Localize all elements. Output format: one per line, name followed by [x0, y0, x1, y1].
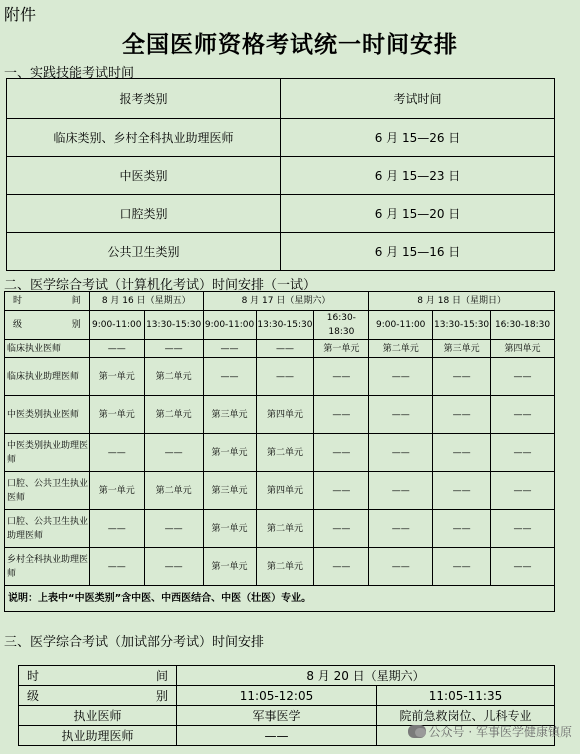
- unit-cell: ——: [144, 510, 203, 548]
- slot-header: 9:00-11:00: [203, 311, 256, 340]
- table-row: [5, 396, 555, 434]
- table-row: [7, 157, 555, 195]
- slot-header: 9:00-11:00: [369, 311, 433, 340]
- date-cell: 6 月 15—16 日: [281, 233, 555, 271]
- table-header-row: [7, 79, 555, 119]
- unit-cell: ——: [433, 548, 491, 586]
- unit-cell: ——: [314, 472, 369, 510]
- section3-heading: 三、医学综合考试（加试部分考试）时间安排: [4, 635, 265, 650]
- unit-cell: ——: [491, 472, 555, 510]
- slot-header: 9:00-11:00: [89, 311, 144, 340]
- category-cell: 执业医师: [19, 706, 177, 726]
- unit-cell: 第三单元: [433, 340, 491, 358]
- unit-cell: ——: [433, 358, 491, 396]
- date-cell: 6 月 15—26 日: [281, 119, 555, 157]
- unit-cell: 第二单元: [369, 340, 433, 358]
- slot-header: 16:30-18:30: [314, 311, 369, 340]
- corner-header-time: 时 间: [5, 292, 90, 311]
- unit-cell: ——: [314, 358, 369, 396]
- unit-cell: 第二单元: [144, 396, 203, 434]
- unit-cell: ——: [433, 434, 491, 472]
- exam-cell: 院前急救岗位、儿科专业: [377, 706, 555, 726]
- unit-cell: ——: [256, 358, 314, 396]
- corner-header-level: 级 别: [5, 311, 90, 340]
- unit-cell: 第二单元: [144, 358, 203, 396]
- unit-cell: 第二单元: [144, 472, 203, 510]
- unit-cell: ——: [491, 510, 555, 548]
- unit-cell: ——: [314, 434, 369, 472]
- unit-cell: ——: [433, 510, 491, 548]
- computer-exam-table: [4, 291, 555, 612]
- category-cell: 口腔、公共卫生执业助理医师: [5, 510, 90, 548]
- category-cell: 乡村全科执业助理医师: [5, 548, 90, 586]
- slot-header-row: [5, 311, 555, 340]
- unit-cell: ——: [89, 340, 144, 358]
- unit-cell: 第三单元: [203, 472, 256, 510]
- table-note: 说明：上表中“中医类别”含中医、中西医结合、中医（壮医）专业。: [5, 586, 555, 612]
- unit-cell: ——: [203, 358, 256, 396]
- unit-cell: 第四单元: [256, 396, 314, 434]
- corner-header-time: 时 间: [19, 666, 177, 686]
- note-row: [5, 586, 555, 612]
- unit-cell: ——: [369, 358, 433, 396]
- unit-cell: ——: [433, 472, 491, 510]
- day-header: 8 月 17 日（星期六）: [203, 292, 369, 311]
- unit-cell: 第一单元: [203, 434, 256, 472]
- day-header: 8 月 18 日（星期日）: [369, 292, 555, 311]
- wechat-icon: [408, 725, 426, 738]
- unit-cell: 第一单元: [203, 510, 256, 548]
- day-header-row: [19, 666, 555, 686]
- unit-cell: 第二单元: [256, 434, 314, 472]
- unit-cell: ——: [144, 548, 203, 586]
- page-title: 全国医师资格考试统一时间安排: [122, 31, 458, 58]
- table-row: [5, 548, 555, 586]
- category-cell: 中医类别: [7, 157, 281, 195]
- date-cell: 6 月 15—20 日: [281, 195, 555, 233]
- slot-header: 11:05-11:35: [377, 686, 555, 706]
- unit-cell: ——: [256, 340, 314, 358]
- category-cell: 中医类别执业医师: [5, 396, 90, 434]
- table-row: [5, 434, 555, 472]
- unit-cell: 第四单元: [491, 340, 555, 358]
- unit-cell: ——: [314, 548, 369, 586]
- day-header: 8 月 20 日（星期六）: [177, 666, 555, 686]
- unit-cell: ——: [491, 358, 555, 396]
- skills-exam-table: [6, 78, 555, 271]
- category-cell: 公共卫生类别: [7, 233, 281, 271]
- category-cell: 临床类别、乡村全科执业助理医师: [7, 119, 281, 157]
- unit-cell: 第三单元: [203, 396, 256, 434]
- category-cell: 口腔类别: [7, 195, 281, 233]
- unit-cell: ——: [369, 548, 433, 586]
- unit-cell: ——: [89, 510, 144, 548]
- table-row: [5, 340, 555, 358]
- column-header: 报考类别: [7, 79, 281, 119]
- unit-cell: 第一单元: [314, 340, 369, 358]
- section2-heading: 二、医学综合考试（计算机化考试）时间安排（一试）: [4, 278, 317, 293]
- unit-cell: ——: [433, 396, 491, 434]
- table-row: [5, 472, 555, 510]
- column-header: 考试时间: [281, 79, 555, 119]
- exam-cell: 军事医学: [177, 706, 377, 726]
- category-cell: 执业助理医师: [19, 726, 177, 746]
- unit-cell: ——: [491, 396, 555, 434]
- unit-cell: ——: [491, 434, 555, 472]
- unit-cell: ——: [314, 510, 369, 548]
- category-cell: 中医类别执业助理医师: [5, 434, 90, 472]
- table-row: [7, 195, 555, 233]
- day-header: 8 月 16 日（星期五）: [89, 292, 203, 311]
- unit-cell: ——: [144, 340, 203, 358]
- date-cell: 6 月 15—23 日: [281, 157, 555, 195]
- unit-cell: 第一单元: [89, 472, 144, 510]
- day-header-row: [5, 292, 555, 311]
- slot-header: 13:30-15:30: [433, 311, 491, 340]
- category-cell: 临床执业医师: [5, 340, 90, 358]
- category-cell: 临床执业助理医师: [5, 358, 90, 396]
- unit-cell: 第一单元: [89, 358, 144, 396]
- unit-cell: ——: [314, 396, 369, 434]
- unit-cell: ——: [144, 434, 203, 472]
- unit-cell: 第二单元: [256, 510, 314, 548]
- table-row: [5, 510, 555, 548]
- slot-header: 13:30-15:30: [256, 311, 314, 340]
- slot-header: 11:05-12:05: [177, 686, 377, 706]
- table-row: [7, 233, 555, 271]
- unit-cell: 第一单元: [203, 548, 256, 586]
- category-cell: 口腔、公共卫生执业医师: [5, 472, 90, 510]
- unit-cell: ——: [203, 340, 256, 358]
- unit-cell: 第二单元: [256, 548, 314, 586]
- watermark: [408, 723, 572, 740]
- unit-cell: ——: [369, 510, 433, 548]
- exam-cell: ——: [177, 726, 377, 746]
- section1-heading: 一、实践技能考试时间: [4, 66, 135, 81]
- table-row: [5, 358, 555, 396]
- attachment-label: 附件: [4, 5, 37, 24]
- unit-cell: 第一单元: [89, 396, 144, 434]
- slot-header-row: [19, 686, 555, 706]
- unit-cell: ——: [369, 472, 433, 510]
- table-row: [7, 119, 555, 157]
- unit-cell: ——: [89, 434, 144, 472]
- unit-cell: ——: [369, 396, 433, 434]
- corner-header-level: 级 别: [19, 686, 177, 706]
- unit-cell: ——: [491, 548, 555, 586]
- unit-cell: 第四单元: [256, 472, 314, 510]
- unit-cell: ——: [89, 548, 144, 586]
- slot-header: 13:30-15:30: [144, 311, 203, 340]
- watermark-text: 公众号 · 军事医学健康镇原: [428, 725, 572, 739]
- unit-cell: ——: [369, 434, 433, 472]
- slot-header: 16:30-18:30: [491, 311, 555, 340]
